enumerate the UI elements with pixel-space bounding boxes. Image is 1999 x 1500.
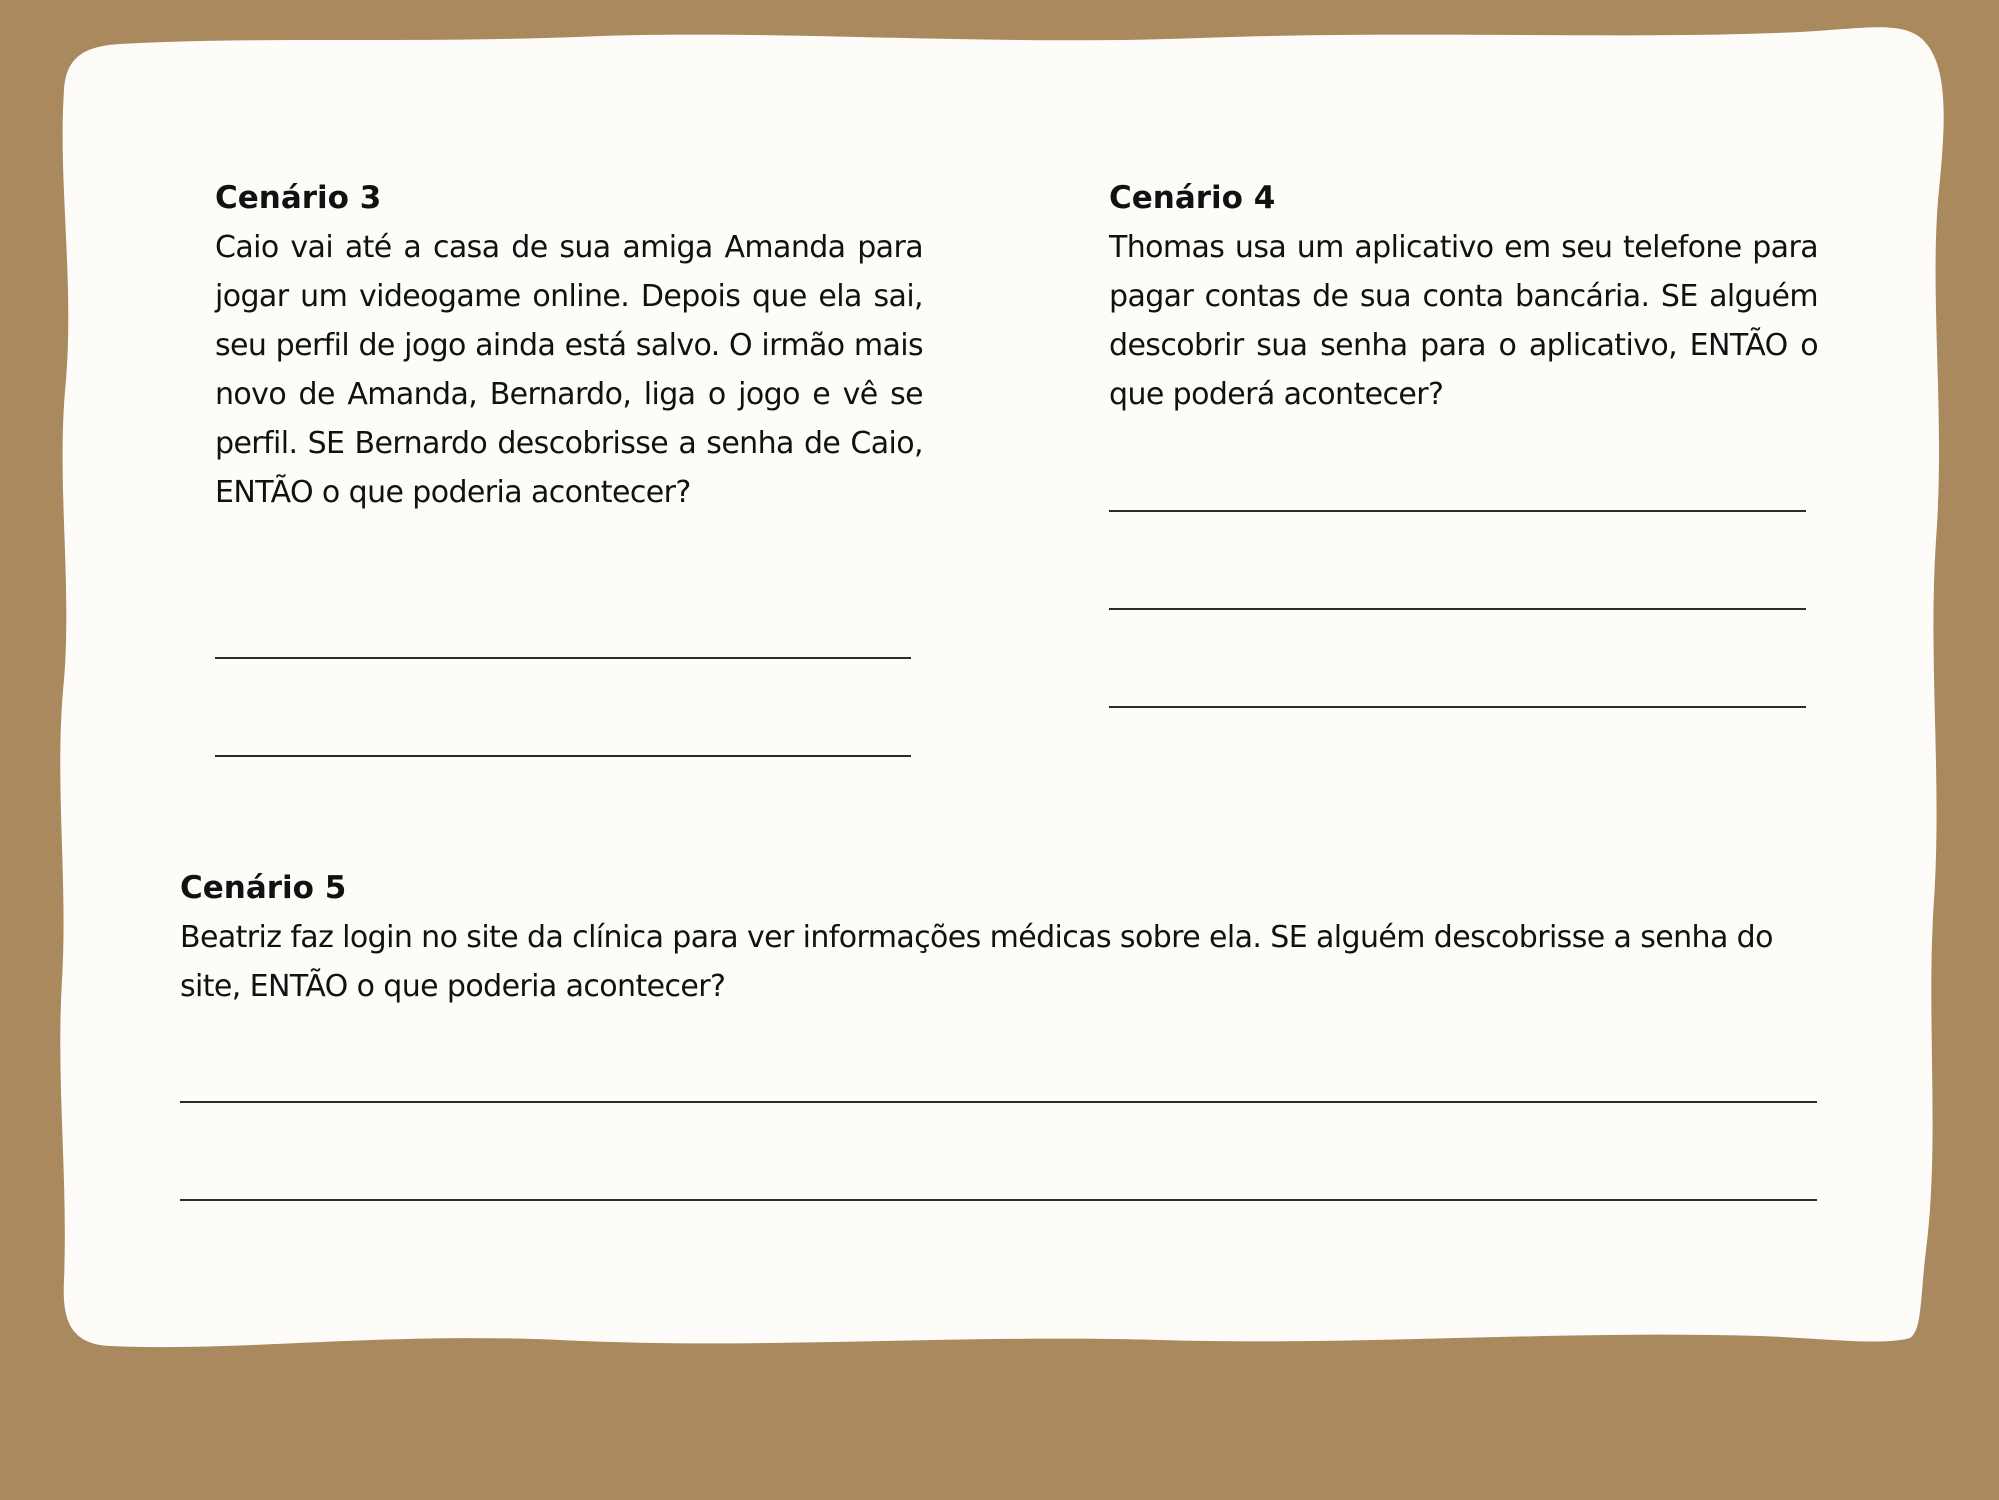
scenario-5-text: Beatriz faz login no site da clínica para ver informações médicas sobre ela. SE alguém descobrisse a senha do site, ENTÃO o que poderia acontecer? bbox=[180, 920, 1773, 1004]
scenario-3-answer-line-2[interactable] bbox=[215, 755, 911, 757]
scenario-3-section bbox=[215, 174, 923, 517]
scenario-3-answer-line-1[interactable] bbox=[215, 657, 911, 659]
scenario-5-section bbox=[180, 864, 1820, 1011]
scenario-3-text: Caio vai até a casa de sua amiga Amanda para jogar um videogame online. Depois que ela sai, seu perfil de jogo ainda está salvo. O irmão mais novo de Amanda, Bernardo, liga o jogo e vê se perfil. SE Bernardo descobrisse a senha de Caio, ENTÃO o que poderia acontecer? bbox=[215, 230, 923, 510]
scenario-4-text: Thomas usa um aplicativo em seu telefone para pagar contas de sua conta bancária. SE alguém descobrir sua senha para o aplicativo, ENTÃO o que poderá acontecer? bbox=[1109, 230, 1818, 412]
scenario-5-title: Cenário 5 bbox=[180, 870, 347, 906]
scenario-4-answer-line-2[interactable] bbox=[1109, 608, 1806, 610]
scenario-5-answer-line-2[interactable] bbox=[180, 1199, 1817, 1201]
scenario-3-title: Cenário 3 bbox=[215, 180, 382, 216]
scenario-5-answer-line-1[interactable] bbox=[180, 1101, 1817, 1103]
scenario-4-answer-line-1[interactable] bbox=[1109, 510, 1806, 512]
scenario-4-title: Cenário 4 bbox=[1109, 180, 1276, 216]
scenario-4-answer-line-3[interactable] bbox=[1109, 706, 1806, 708]
scenario-4-section bbox=[1109, 174, 1818, 419]
